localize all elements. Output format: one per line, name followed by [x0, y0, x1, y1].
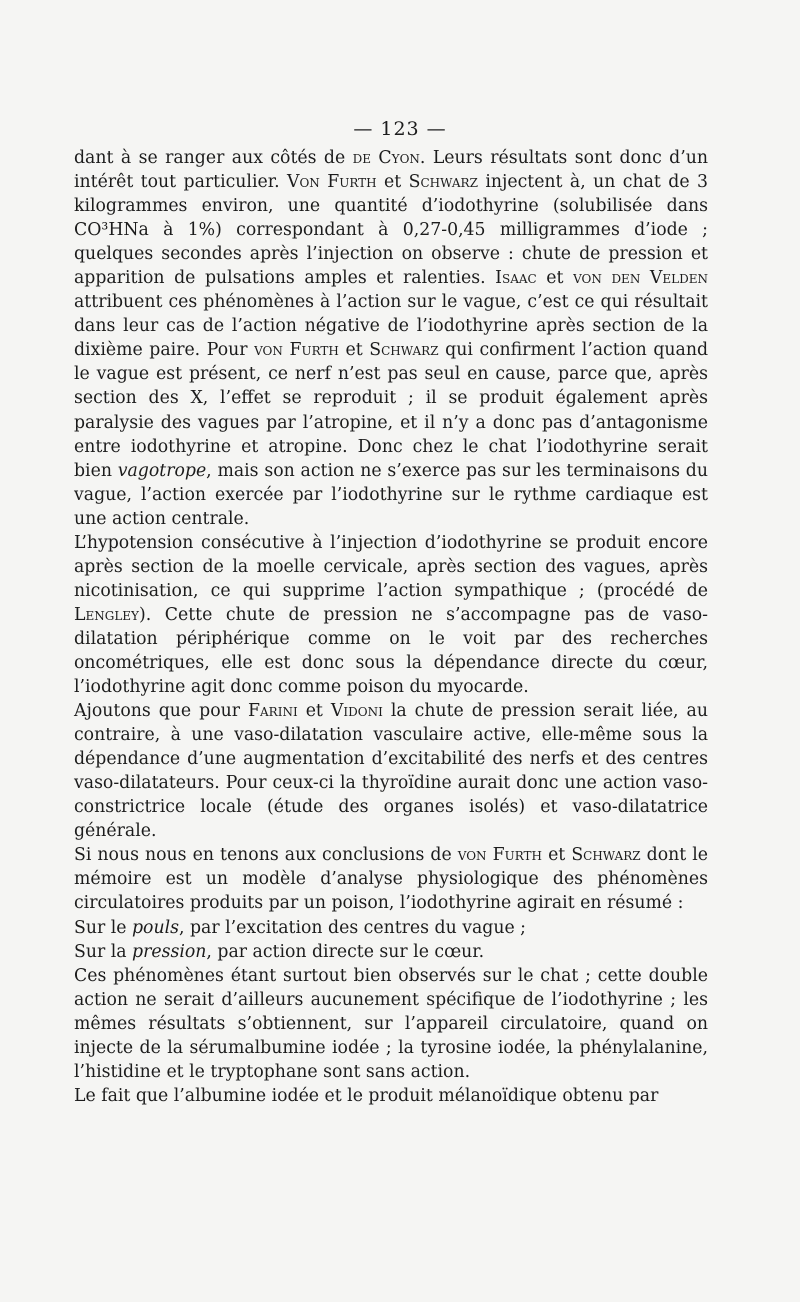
author-name: von Furth: [457, 845, 543, 866]
text-run: , par l’excitation des centres du vague ;: [178, 917, 527, 938]
author-name: Isaac: [495, 268, 537, 289]
text-run: , mais son action ne s’exerce pas sur les terminaisons du vague, l’action exercée par l’iodothyrine sur le rythme cardiaque est une action centrale.: [74, 460, 708, 529]
author-name: von den Velden: [573, 268, 708, 289]
author-name: de Cyon: [352, 148, 420, 168]
text-run: dont le mémoire est un modèle d’analyse physiologique des phénomènes circulatoires produits par un poison, l’iodothyrine agirait en résumé :: [74, 845, 708, 914]
text-run: et: [542, 845, 572, 866]
page-number: — 123 —: [353, 118, 447, 140]
text-run: Si nous nous en tenons aux conclusions de: [74, 845, 458, 866]
text-run: attribuent ces phénomènes à l’action sur le vague, c’est ce qui résultait dans leur cas de l’action négative de l’iodothyrine après section de la dixième paire. Pour: [74, 292, 708, 361]
author-name: Schwarz: [369, 340, 439, 361]
text-run: , par action directe sur le cœur.: [206, 941, 485, 962]
text-run: Sur la: [74, 941, 133, 962]
paragraph: [74, 964, 708, 1084]
text-run: et: [338, 340, 370, 361]
text-run: qui confirment l’action quand le vague est présent, ce nerf n’est pas seul en cause, parce que, après section des X, l’effet se reproduit ; il se produit également après paralysie des vagues par l’atropine, et il n’y a donc pas d’antagonisme entre iodothyrine et atropine. Donc chez le chat l’iodothyrine serait bien: [74, 340, 709, 481]
text-run: Le fait que l’albumine iodée et le produit mélanoïdique obtenu par: [74, 1085, 659, 1106]
italic-term: vagotrope: [117, 460, 207, 481]
text-run: Ajoutons que pour: [74, 701, 249, 722]
text-run: dant à se ranger aux côtés de: [74, 148, 353, 168]
text-run: et: [536, 268, 574, 289]
text-run: injectent à, un chat de 3 kilogrammes environ, une quantité d’iodothyrine (solubilisée dans CO³HNa à 1%) correspondant à 0,27-0,45 milligrammes d’iode ; quelques secondes après l’injection on observe : chute de pression et apparition de pulsations amples et ralenties.: [74, 172, 708, 289]
paragraph: [74, 843, 708, 915]
author-name: von Furth: [254, 340, 339, 361]
text-run: et: [297, 701, 331, 722]
text-run: Ces phénomènes étant surtout bien observés sur le chat ; cette double action ne serait d’ailleurs aucunement spécifique de l’iodothyrine ; les mêmes résultats s’obtiennent, sur l’appareil circulatoire, quand on injecte de la sérumalbumine iodée ; la tyrosine iodée, la phénylalanine, l’histidine et le tryptophane sont sans action.: [74, 965, 708, 1082]
author-name: Lengley: [74, 604, 139, 625]
author-name: Vidoni: [330, 701, 383, 722]
text-run: et: [376, 172, 409, 193]
author-name: Schwarz: [571, 845, 641, 866]
paragraph: [74, 146, 708, 531]
paragraph: [74, 699, 708, 843]
text-run: . Leurs résultats sont donc d’un intérêt tout particulier.: [74, 148, 708, 193]
author-name: Von Furth: [286, 172, 377, 193]
body-text: [74, 146, 708, 1108]
text-run: Sur le: [74, 917, 132, 938]
text-run: L’hypotension consécutive à l’injection d’iodothyrine se produit encore après section de la moelle cervicale, après section des vagues, après nicotinisation, ce qui supprime l’action sympathique ; (procédé de: [74, 532, 708, 601]
paragraph: [74, 916, 708, 940]
italic-term: pouls: [131, 917, 179, 938]
paragraph: [74, 1084, 708, 1108]
paragraph: [74, 531, 708, 699]
paragraph: [74, 940, 708, 964]
author-name: Schwarz: [408, 172, 478, 193]
text-run: ). Cette chute de pression ne s’accompagne pas de vaso-dilatation périphérique comme on le voit par des recherches oncométriques, elle est donc sous la dépendance directe du cœur, l’iodothyrine agit donc comme poison du myocarde.: [74, 604, 708, 698]
italic-term: pression: [132, 941, 207, 962]
author-name: Farini: [248, 701, 298, 722]
text-run: la chute de pression serait liée, au contraire, à une vaso-dilatation vasculaire active, elle-même sous la dépendance d’une augmentation d’excitabilité des nerfs et des centres vaso-dilatateurs. Pour ceux-ci la thyroïdine aurait donc une action vaso-constrictrice locale (étude des organes isolés) et vaso-dilatatrice générale.: [74, 701, 708, 842]
